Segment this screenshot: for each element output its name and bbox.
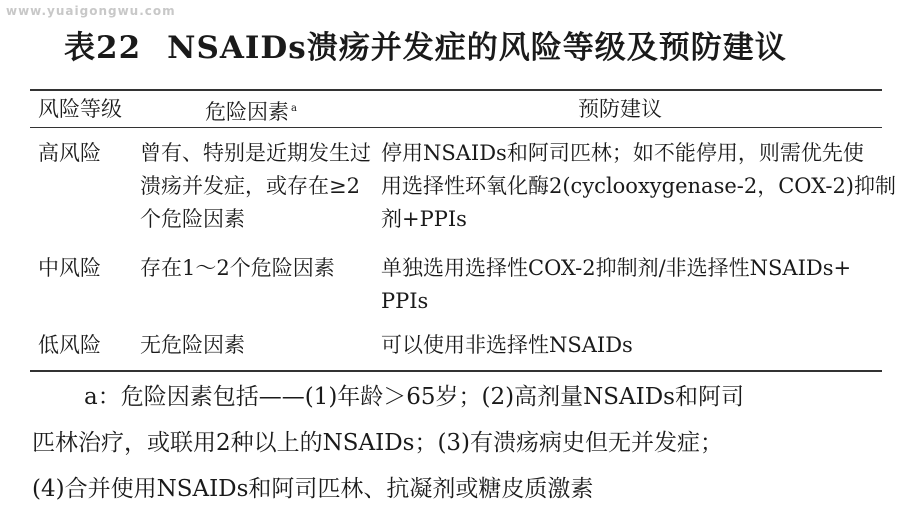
header-factors bbox=[205, 92, 297, 129]
row-high-advice-3: 剂+PPIs bbox=[381, 207, 467, 231]
row-low-factors-1: 无危险因素 bbox=[140, 333, 245, 357]
header-factors-text: 危险因素 bbox=[205, 100, 289, 124]
row-high-level: 高风险 bbox=[38, 141, 101, 165]
watermark: www.yuaigongwu.com bbox=[6, 4, 176, 18]
table-number: 表22 bbox=[64, 30, 142, 66]
footnote-line-2: 匹林治疗，或联用2种以上的NSAIDs；(3)有溃疡病史但无并发症； bbox=[32, 430, 724, 456]
table-header-rule bbox=[30, 127, 882, 128]
table-top-rule bbox=[30, 89, 882, 91]
row-high-advice-2: 用选择性环氧化酶2(cyclooxygenase-2，COX-2)抑制 bbox=[381, 174, 896, 198]
row-high-advice-1: 停用NSAIDs和阿司匹林；如不能停用，则需优先使 bbox=[381, 141, 864, 165]
row-high-factors-1: 曾有、特别是近期发生过 bbox=[140, 141, 371, 165]
header-level: 风险等级 bbox=[38, 97, 122, 121]
row-medium-advice-2: PPIs bbox=[381, 289, 429, 313]
row-high-factors-3: 个危险因素 bbox=[140, 207, 245, 231]
row-low-level: 低风险 bbox=[38, 333, 101, 357]
row-low-advice-1: 可以使用非选择性NSAIDs bbox=[381, 333, 633, 357]
header-advice: 预防建议 bbox=[578, 97, 662, 121]
row-medium-advice-1: 单独选用选择性COX-2抑制剂/非选择性NSAIDs+ bbox=[381, 256, 852, 280]
row-high-factors-2: 溃疡并发症，或存在≥2 bbox=[140, 174, 360, 198]
table-bottom-rule bbox=[30, 370, 882, 372]
footnote-line-3: (4)合并使用NSAIDs和阿司匹林、抗凝剂或糖皮质激素 bbox=[32, 476, 594, 502]
row-medium-level: 中风险 bbox=[38, 256, 101, 280]
row-medium-factors-1: 存在1～2个危险因素 bbox=[140, 256, 335, 280]
table-title-text: NSAIDs溃疡并发症的风险等级及预防建议 bbox=[167, 30, 787, 66]
table-title bbox=[60, 22, 787, 67]
header-factors-footnote-mark: a bbox=[291, 103, 297, 114]
footnote-line-1: a：危险因素包括——(1)年龄＞65岁；(2)高剂量NSAIDs和阿司 bbox=[84, 384, 744, 410]
